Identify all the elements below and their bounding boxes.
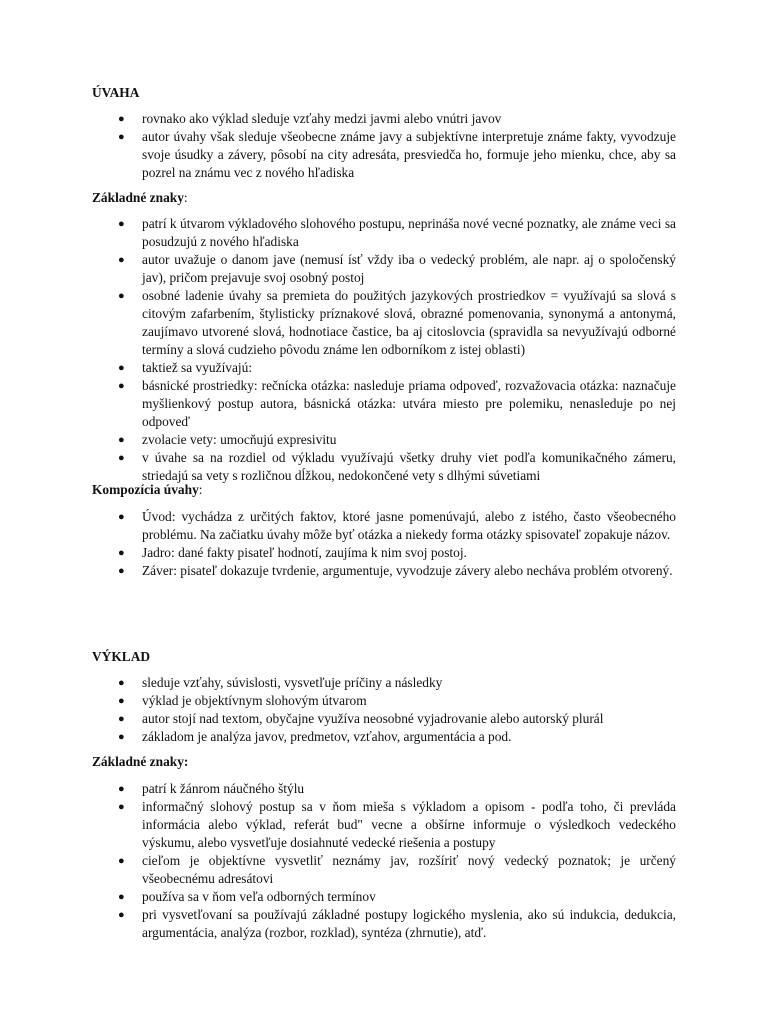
section-title-uvaha: ÚVAHA bbox=[92, 85, 140, 100]
list-item: ● autor stojí nad textom, obyčajne využíva neosobné vyjadrovanie alebo autorský plurál bbox=[118, 711, 604, 726]
list-item: ● patrí k žánrom náučného štýlu bbox=[118, 781, 305, 796]
bullet-icon: ● bbox=[118, 218, 125, 230]
bullet-icon: ● bbox=[118, 452, 125, 464]
bullet-icon: ● bbox=[118, 511, 125, 523]
section-title-vyklad: VÝKLAD bbox=[92, 649, 151, 664]
list-item: ● výklad je objektívnym slohovým útvarom bbox=[118, 693, 367, 708]
list-item: ● patrí k útvarom výkladového slohového postupu, neprináša nové vecné poznatky, ale známe veci sa posudzujú z nového hľadiska bbox=[118, 216, 676, 249]
bullet-icon: ● bbox=[118, 290, 125, 302]
list-item: ● zvolacie vety: umocňujú expresivitu bbox=[118, 432, 337, 447]
bullet-icon: ● bbox=[118, 113, 125, 125]
list-item: ● osobné ladenie úvahy sa premieta do použitých jazykových prostriedkov = využívajú sa slová s citovým zafarbením, štylisticky príznakové slová, obrazné pomenovania, synonymá a antonymá, zaujímavo utvorené slová, hodnotiace častice, ba aj citoslovcia (spravidla sa nevyužívajú odborné termíny a slová cudzieho pôvodu známe len odborníkom z istej oblasti) bbox=[118, 288, 676, 357]
list-item: ● informačný slohový postup sa v ňom mieša s výkladom a opisom - podľa toho, či prevláda informácia alebo výklad, referát bud" vecne a obšírne informuje o výsledkoch vedeckého výskumu, alebo vysvetľuje dosiahnuté vedecké riešenia a postupy bbox=[118, 799, 676, 850]
list-item: ● Jadro: dané fakty pisateľ hodnotí, zaujíma k nim svoj postoj. bbox=[118, 545, 467, 560]
bullet-icon: ● bbox=[118, 677, 125, 689]
bullet-icon: ● bbox=[118, 434, 125, 446]
bullet-icon: ● bbox=[118, 695, 125, 707]
list-item: ● pri vysvetľovaní sa používajú základné postupy logického myslenia, ako sú indukcia, dedukcia, argumentácia, analýza (rozbor, rozklad), syntéza (zhrnutie), atď. bbox=[118, 907, 676, 940]
uvaha-features-list bbox=[118, 215, 676, 485]
list-item: ● používa sa v ňom veľa odborných termínov bbox=[118, 889, 376, 904]
bullet-icon: ● bbox=[118, 855, 125, 867]
list-item: ● taktiež sa využívajú: bbox=[118, 360, 253, 375]
list-item: ● autor úvahy však sleduje všeobecne známe javy a subjektívne interpretuje známe fakty, vyvodzuje svoje úsudky a závery, pôsobí na city adresáta, presviedča ho, formuje jeho mienku, chce, aby sa pozrel na známu vec z nového hľadiska bbox=[118, 129, 676, 180]
bullet-icon: ● bbox=[118, 547, 125, 559]
vyklad-features-list bbox=[118, 780, 676, 942]
bullet-icon: ● bbox=[118, 565, 125, 577]
list-item: ● sleduje vzťahy, súvislosti, vysvetľuje príčiny a následky bbox=[118, 675, 443, 690]
uvaha-features-heading: Základné znaky: bbox=[92, 190, 188, 205]
list-item: ● základom je analýza javov, predmetov, vzťahov, argumentácia a pod. bbox=[118, 729, 512, 744]
bullet-icon: ● bbox=[118, 254, 125, 266]
bullet-icon: ● bbox=[118, 731, 125, 743]
list-item: ● rovnako ako výklad sleduje vzťahy medzi javmi alebo vnútri javov bbox=[118, 111, 502, 126]
uvaha-intro-list bbox=[118, 110, 676, 182]
bullet-icon: ● bbox=[118, 131, 125, 143]
list-item: ● Záver: pisateľ dokazuje tvrdenie, argumentuje, vyvodzuje závery alebo necháva problém otvorený. bbox=[118, 563, 673, 578]
vyklad-intro-list bbox=[118, 674, 676, 746]
bullet-icon: ● bbox=[118, 380, 125, 392]
vyklad-features-heading: Základné znaky: bbox=[92, 754, 189, 769]
list-item: ● autor uvažuje o danom jave (nemusí ísť vždy iba o vedecký problém, ale napr. aj o spoločenský jav), pričom prejavuje svoj osobný postoj bbox=[118, 252, 676, 285]
list-item: ● v úvahe sa na rozdiel od výkladu využívajú všetky druhy viet podľa komunikačného zámeru, striedajú sa vety s rozličnou dĺžkou, nedokončené vety s dlhými súvetiami bbox=[118, 450, 676, 483]
bullet-icon: ● bbox=[118, 909, 125, 921]
bullet-icon: ● bbox=[118, 783, 125, 795]
uvaha-composition-heading: Kompozícia úvahy: bbox=[92, 482, 203, 497]
bullet-icon: ● bbox=[118, 891, 125, 903]
bullet-icon: ● bbox=[118, 713, 125, 725]
list-item: ● básnické prostriedky: rečnícka otázka: nasleduje priama odpoveď, rozvažovacia otázka: naznačuje myšlienkový postup autora, básnická otázka: utvára miesto pre polemiku, nenasleduje po nej odpoveď bbox=[118, 378, 676, 429]
list-item: ● Úvod: vychádza z určitých faktov, ktoré jasne pomenúvajú, alebo z istého, často všeobecného problému. Na začiatku úvahy môže byť otázka a niekedy forma otázky spisovateľ zopakuje názov. bbox=[118, 509, 676, 542]
list-item: ● cieľom je objektívne vysvetliť neznámy jav, rozšíriť nový vedecký poznatok; je určený všeobecnému adresátovi bbox=[118, 853, 676, 886]
bullet-icon: ● bbox=[118, 801, 125, 813]
bullet-icon: ● bbox=[118, 362, 125, 374]
uvaha-composition-list bbox=[118, 508, 676, 580]
